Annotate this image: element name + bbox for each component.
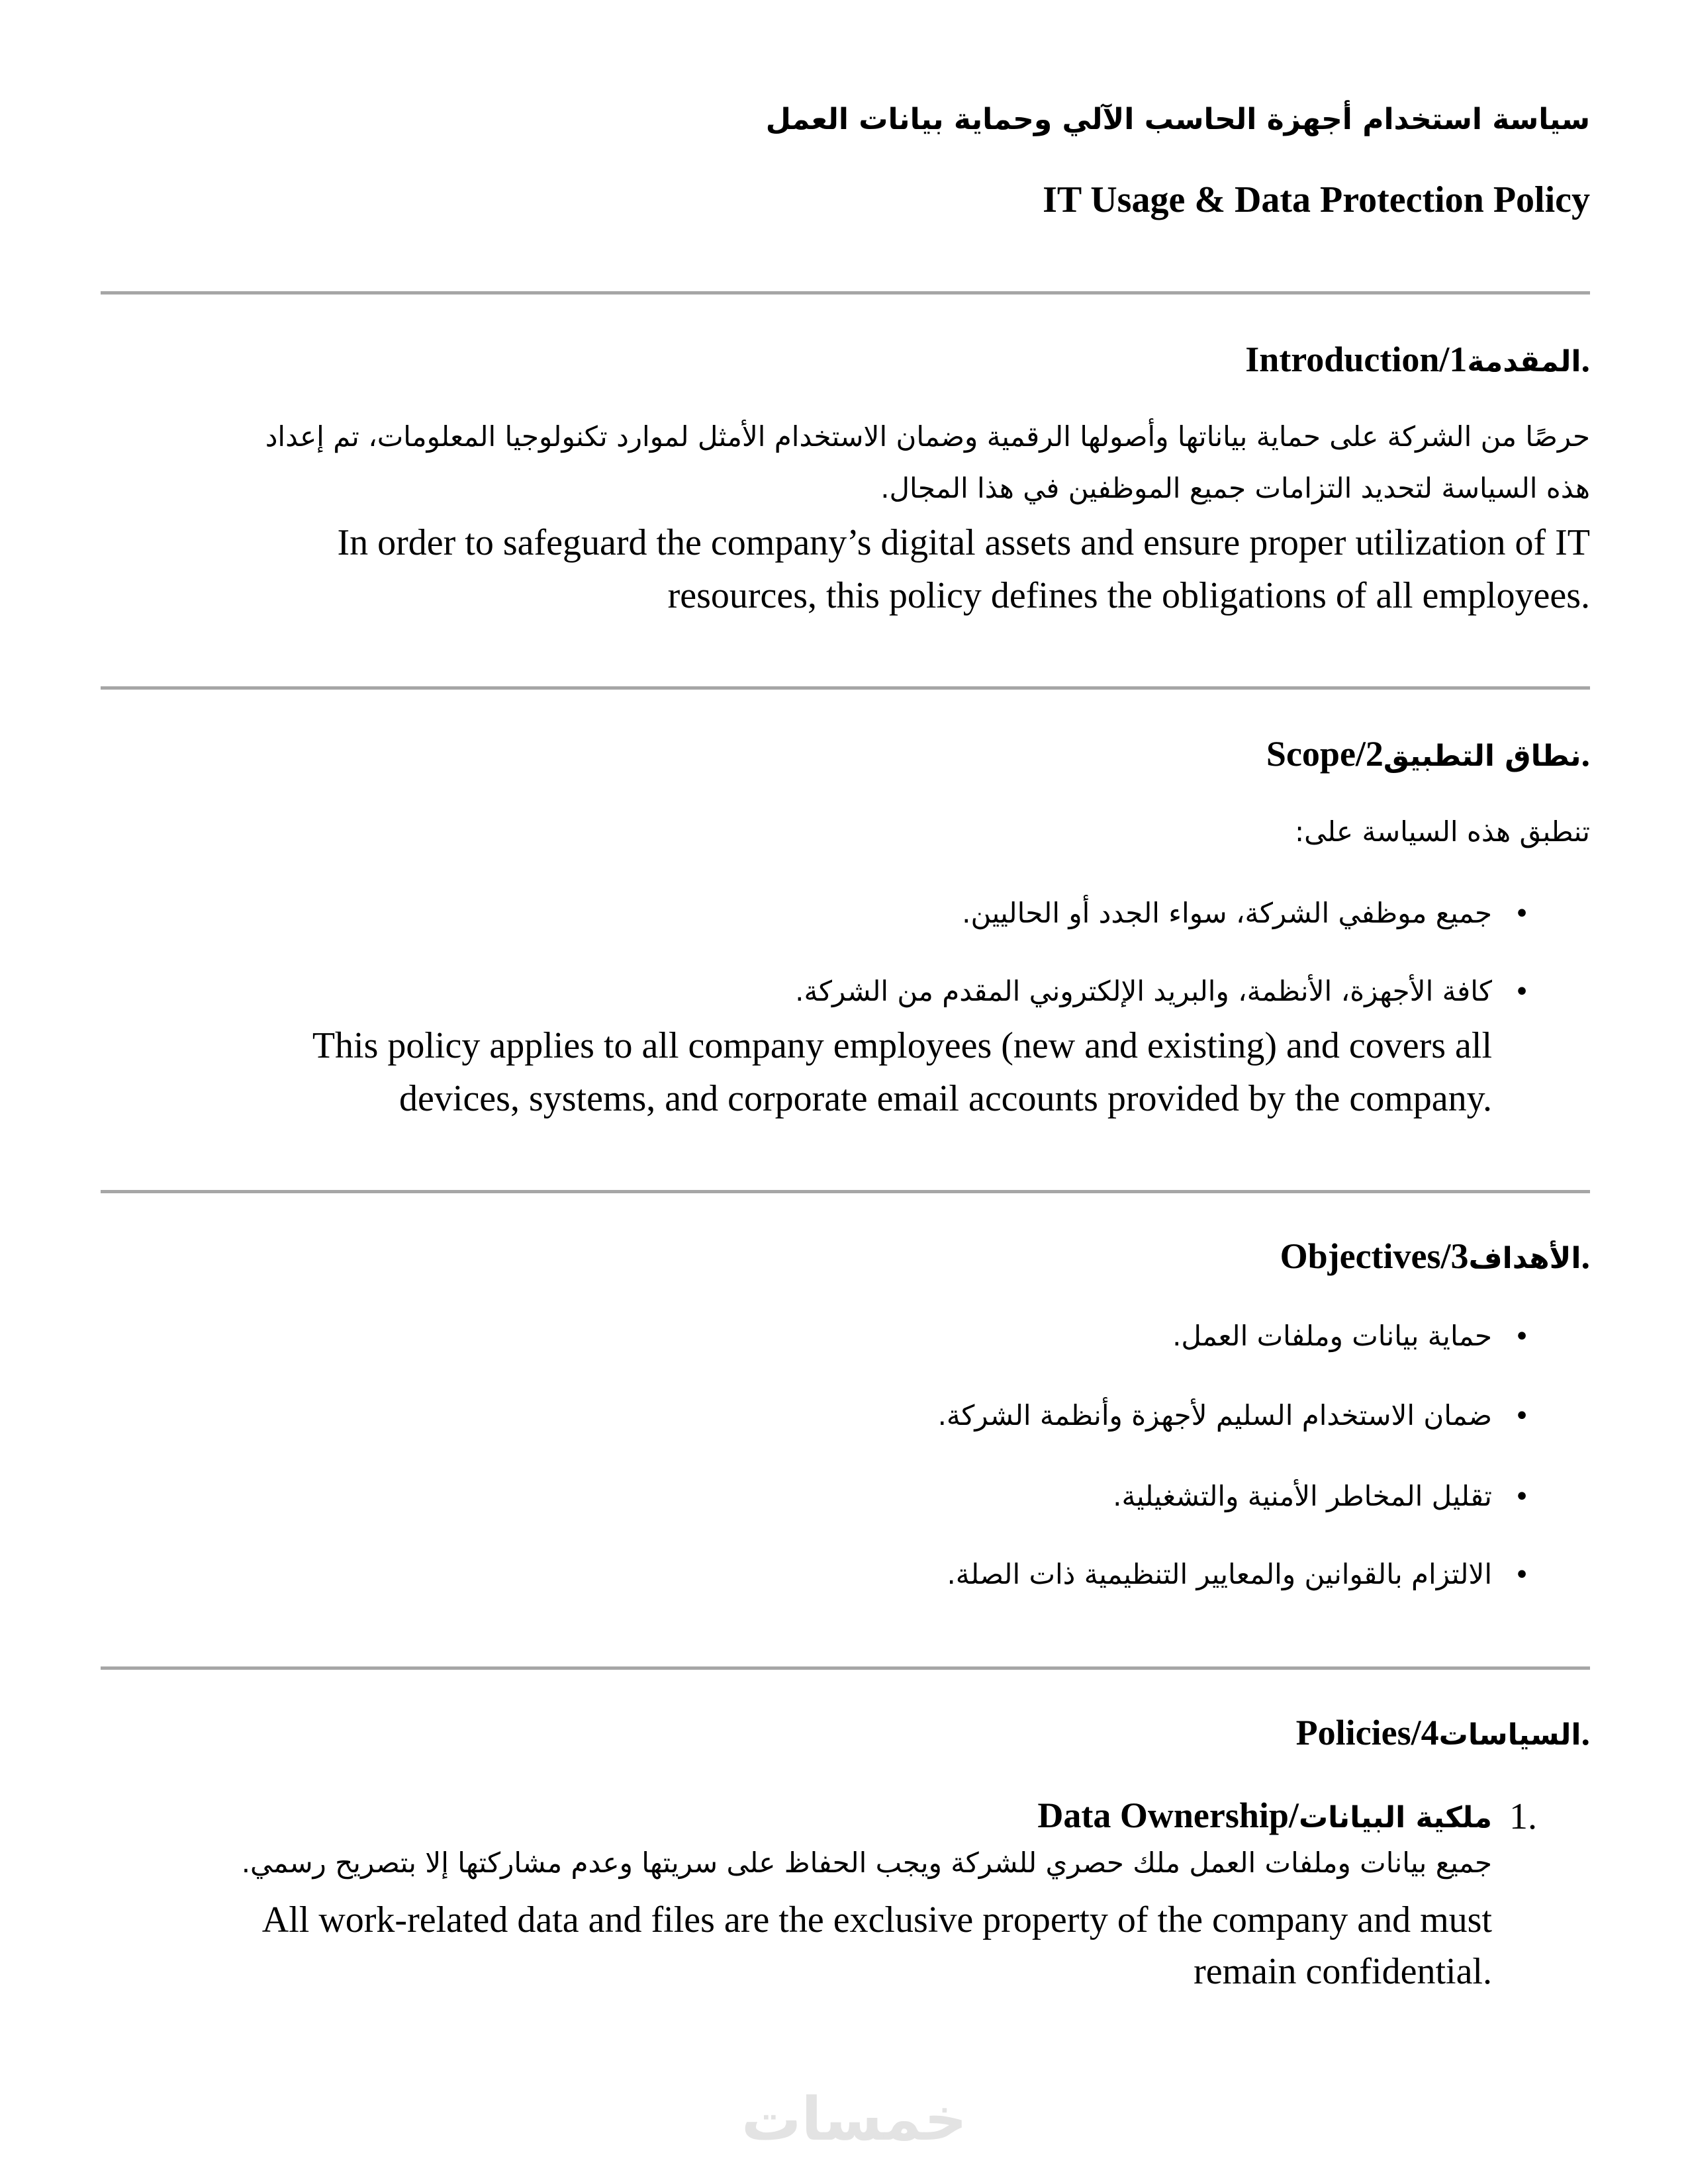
heading-number: 1. [1449,340,1590,379]
document-title-arabic: سياسة استخدام أجهزة الحاسب الآلي وحماية بيانات العمل [765,103,1590,136]
data-ownership-paragraph-en-line1: All work-related data and files are the exclusive property of the company and must [261,1899,1492,1940]
section-heading-policies [1296,1712,1590,1753]
heading-number: 3. [1450,1236,1590,1276]
bullet-item [938,1399,1552,1432]
bullet-icon: • [1514,1322,1530,1352]
heading-en: Policies [1295,1713,1411,1752]
bullet-icon: • [1514,1560,1530,1590]
heading-sep: / [1440,1236,1451,1276]
divider [101,686,1590,690]
policy-item-number: 1. [1509,1796,1537,1837]
heading-number: 2. [1365,734,1590,774]
intro-paragraph-en-line1: In order to safeguard the company’s digital assets and ensure proper utilization of IT [337,522,1590,563]
heading-ar: ملكية البيانات [1298,1801,1492,1835]
heading-en: Introduction [1245,340,1440,379]
bullet-text: حماية بيانات وملفات العمل. [1172,1320,1492,1352]
heading-ar: السياسات [1438,1718,1581,1752]
heading-sep: / [1288,1796,1299,1835]
bullet-item [947,1558,1552,1590]
bullet-item [962,897,1552,929]
bullet-text: ضمان الاستخدام السليم لأجهزة وأنظمة الشركة. [937,1399,1492,1432]
bullet-icon: • [1514,899,1530,929]
divider [101,1666,1590,1670]
bullet-text: كافة الأجهزة، الأنظمة، والبريد الإلكتروني المقدم من الشركة. [795,975,1492,1007]
bullet-icon: • [1514,1401,1530,1432]
data-ownership-paragraph-ar: جميع بيانات وملفات العمل ملك حصري للشركة ويجب الحفاظ على سريتها وعدم مشاركتها إلا بتصريح رسمي. [241,1846,1492,1879]
scope-intro-ar: تنطبق هذه السياسة على: [1294,815,1590,848]
policy-item-heading-data-ownership [1037,1795,1492,1836]
bullet-text: جميع موظفي الشركة، سواء الجدد أو الحاليين. [962,897,1492,929]
bullet-text: الالتزام بالقوانين والمعايير التنظيمية ذات الصلة. [947,1558,1492,1590]
document-title-english: IT Usage & Data Protection Policy [1043,179,1590,220]
intro-paragraph-ar-line2: هذه السياسة لتحديد التزامات جميع الموظفين في هذا المجال. [880,472,1590,504]
bullet-item [1113,1480,1552,1512]
heading-sep: / [1439,340,1450,379]
bullet-item [795,975,1552,1007]
heading-en: Objectives [1280,1236,1441,1276]
heading-en: Scope [1266,734,1356,774]
heading-number: 4. [1421,1713,1590,1752]
heading-ar: نطاق التطبيق [1383,739,1581,773]
heading-ar: الأهداف [1468,1242,1581,1275]
heading-sep: / [1411,1713,1421,1752]
bullet-icon: • [1514,1482,1530,1512]
section-heading-objectives [1280,1236,1590,1277]
scope-paragraph-en-line2: devices, systems, and corporate email accounts provided by the company. [399,1078,1492,1119]
watermark-logo: خمسات [741,2085,968,2154]
section-heading-scope [1266,733,1590,774]
scope-paragraph-en-line1: This policy applies to all company employees (new and existing) and covers all [312,1025,1492,1066]
intro-paragraph-ar-line1: حرصًا من الشركة على حماية بياناتها وأصولها الرقمية وضمان الاستخدام الأمثل لموارد تكنولوجيا المعلومات، تم إعداد [265,420,1590,453]
heading-ar: المقدمة [1467,345,1581,379]
bullet-icon: • [1514,977,1530,1007]
divider [101,1190,1590,1193]
divider [101,291,1590,295]
heading-en: Data Ownership [1037,1796,1289,1835]
data-ownership-paragraph-en-line2: remain confidential. [1194,1951,1492,1992]
intro-paragraph-en-line2: resources, this policy defines the obligations of all employees. [667,575,1590,616]
heading-sep: / [1355,734,1366,774]
bullet-item [1172,1320,1552,1352]
bullet-text: تقليل المخاطر الأمنية والتشغيلية. [1113,1480,1492,1512]
section-heading-introduction [1245,339,1590,380]
